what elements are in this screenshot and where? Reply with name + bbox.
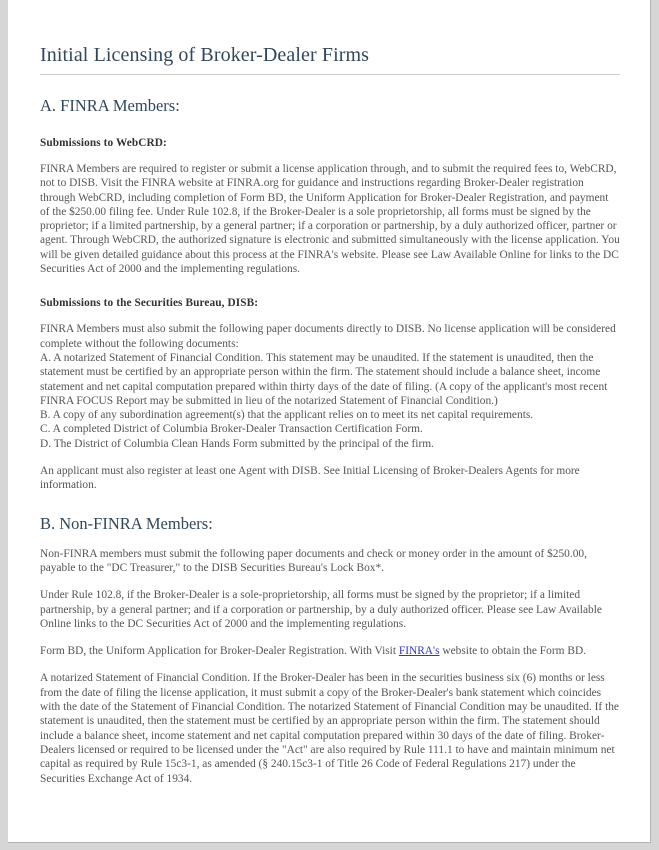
form-bd-text-before-link: Form BD, the Uniform Application for Broker-Dealer Registration. With Visit bbox=[40, 645, 399, 658]
list-item: A. A notarized Statement of Financial Condition. This statement may be unaudited. If the statement is unaudited, then the statement must be certified by an appropriate person within the firm. The statement should include a balance sheet, income statement and net capital computation prepared within thirty days of the date of filing. (A copy of the applicant's most recent FINRA FOCUS Report may be submitted in lieu of the notarized Statement of Financial Condition.) bbox=[40, 351, 608, 407]
paragraph-disb-intro bbox=[40, 322, 620, 451]
finra-website-link[interactable]: FINRA's bbox=[398, 645, 440, 658]
document-body bbox=[8, 0, 650, 786]
page-title: Initial Licensing of Broker-Dealer Firms bbox=[40, 44, 620, 75]
paragraph-webcrd-submissions: FINRA Members are required to register or submit a license application through, and to submit the required fees to, WebCRD, not to DISB. Visit the FINRA website at FINRA.org for guidance and instructions regarding Broker-Dealer registration through WebCRD, including completion of Form BD, the Uniform Application for Broker-Dealer Registration, and payment of the $250.00 filing fee. Under Rule 102.8, if the Broker-Dealer is a sole proprietorship, all forms must be signed by the proprietor; if a limited partnership, by a general partner; if a corporation or partnership, by a duly authorized officer, partner or agent. Through WebCRD, the authorized signature is electronic and submitted simultaneously with the license application. You will be given detailed guidance about this process at the FINRA's website. Please see Law Available Online for links to the DC Securities Act of 2000 and the implementing regulations. bbox=[40, 163, 620, 276]
section-heading-finra-members: A. FINRA Members: bbox=[40, 96, 180, 115]
list-item: C. A completed District of Columbia Broker-Dealer Transaction Certification Form. bbox=[40, 423, 423, 436]
list-item: B. A copy of any subordination agreement(s) that the applicant relies on to meet its net capital requirements. bbox=[40, 409, 534, 422]
paragraph-non-finra-fees: Non-FINRA members must submit the following paper documents and check or money order in the amount of $250.00, payable to the "DC Treasurer," to the DISB Securities Bureau's Lock Box*. bbox=[40, 547, 587, 574]
section-heading-non-finra-members: B. Non-FINRA Members: bbox=[40, 513, 213, 533]
paragraph-form-bd bbox=[40, 644, 620, 658]
subheading-submissions-to-webcrd: Submissions to WebCRD: bbox=[40, 137, 167, 149]
document-page bbox=[8, 0, 651, 843]
form-bd-text-after-link: website to obtain the Form BD. bbox=[439, 645, 587, 658]
paragraph-agent-registration: An applicant must also register at least one Agent with DISB. See Initial Licensing of Broker-Dealers Agents for more information. bbox=[40, 465, 580, 492]
paragraph-non-finra-rule-1028: Under Rule 102.8, if the Broker-Dealer is a sole-proprietorship, all forms must be signed by the proprietor; if a limited partnership, by a general partner; and if a corporation or partnership, by a duly authorized officer. Please see Law Available Online links to the DC Securities Act of 2000 and the implementing regulations. bbox=[40, 589, 602, 630]
subheading-submissions-to-disb: Submissions to the Securities Bureau, DISB: bbox=[40, 297, 259, 310]
disb-intro-text: FINRA Members must also submit the following paper documents directly to DISB. No license application will be considered complete without the following documents: bbox=[40, 323, 616, 350]
list-item: D. The District of Columbia Clean Hands Form submitted by the principal of the firm. bbox=[40, 437, 434, 450]
paragraph-statement-of-financial-condition: A notarized Statement of Financial Condition. If the Broker-Dealer has been in the securities business six (6) months or less from the date of filing the license application, it must submit a copy of the Broker-Dealer's bank statement which coincides with the date of the Statement of Financial Condition. The notarized Statement of Financial Condition may be unaudited. If the statement is unaudited, then the statement must be certified by an appropriate person within the firm. The statement should include a balance sheet, income statement and net capital computation prepared within 30 days of the date of filing. Broker-Dealers licensed or required to be licensed under the "Act" are also required by Rule 111.1 to have and maintain minimum net capital as required by Rule 15c3-1, as amended (§ 240.15c3-1 of Title 26 Code of Federal Regulations 217) under the Securities Exchange Act of 1934. bbox=[40, 672, 619, 785]
